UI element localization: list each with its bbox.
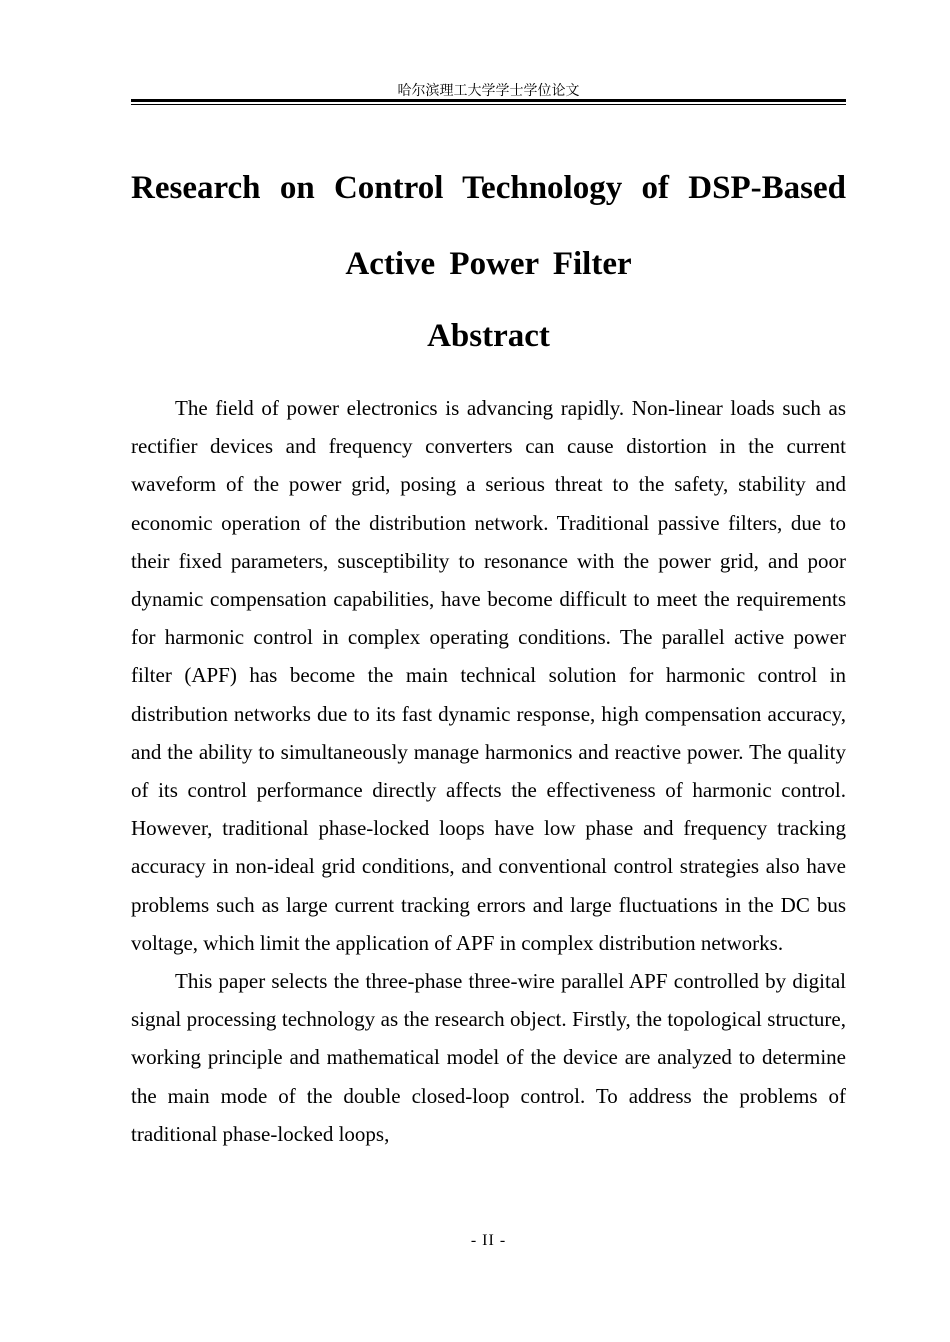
paragraph-2: This paper selects the three-phase three-wire parallel APF controlled by digital signal processing technology as the research object. Firstly, the topological structure, working principle and mathematical model of the device are analyzed to determine the main mode of the double closed-loop control. To address the problems of traditional phase-locked loops, [131,969,846,1146]
abstract-body [131,389,846,1153]
running-header: 哈尔滨理工大学学士学位论文 [397,83,580,99]
paragraph-1: The field of power electronics is advancing rapidly. Non-linear loads such as rectifier devices and frequency converters can cause distortion in the current waveform of the power grid, posing a serious threat to the safety, stability and economic operation of the distribution network. Traditional passive filters, due to their fixed parameters, susceptibility to resonance with the power grid, and poor dynamic compensation capabilities, have become difficult to meet the requirements for harmonic control in complex operating conditions. The parallel active power filter (APF) has become the main technical solution for harmonic control in distribution networks due to its fast dynamic response, high compensation accuracy, and the ability to simultaneously manage harmonics and reactive power. The quality of its control performance directly affects the effectiveness of harmonic control. However, traditional phase-locked loops have low phase and frequency tracking accuracy in non-ideal grid conditions, and conventional control strategies also have problems such as large current tracking errors and large fluctuations in the DC bus voltage, which limit the application of APF in complex distribution networks. [131,396,846,955]
page-number: - II - [470,1232,507,1249]
header-rule-thin [131,104,846,105]
title-line-1: Research on Control Technology of DSP-Based [131,170,846,206]
header-rule-thick [131,99,846,102]
abstract-heading: Abstract [427,318,550,354]
paper-title [131,150,846,302]
title-line-2: Active Power Filter [345,246,632,282]
